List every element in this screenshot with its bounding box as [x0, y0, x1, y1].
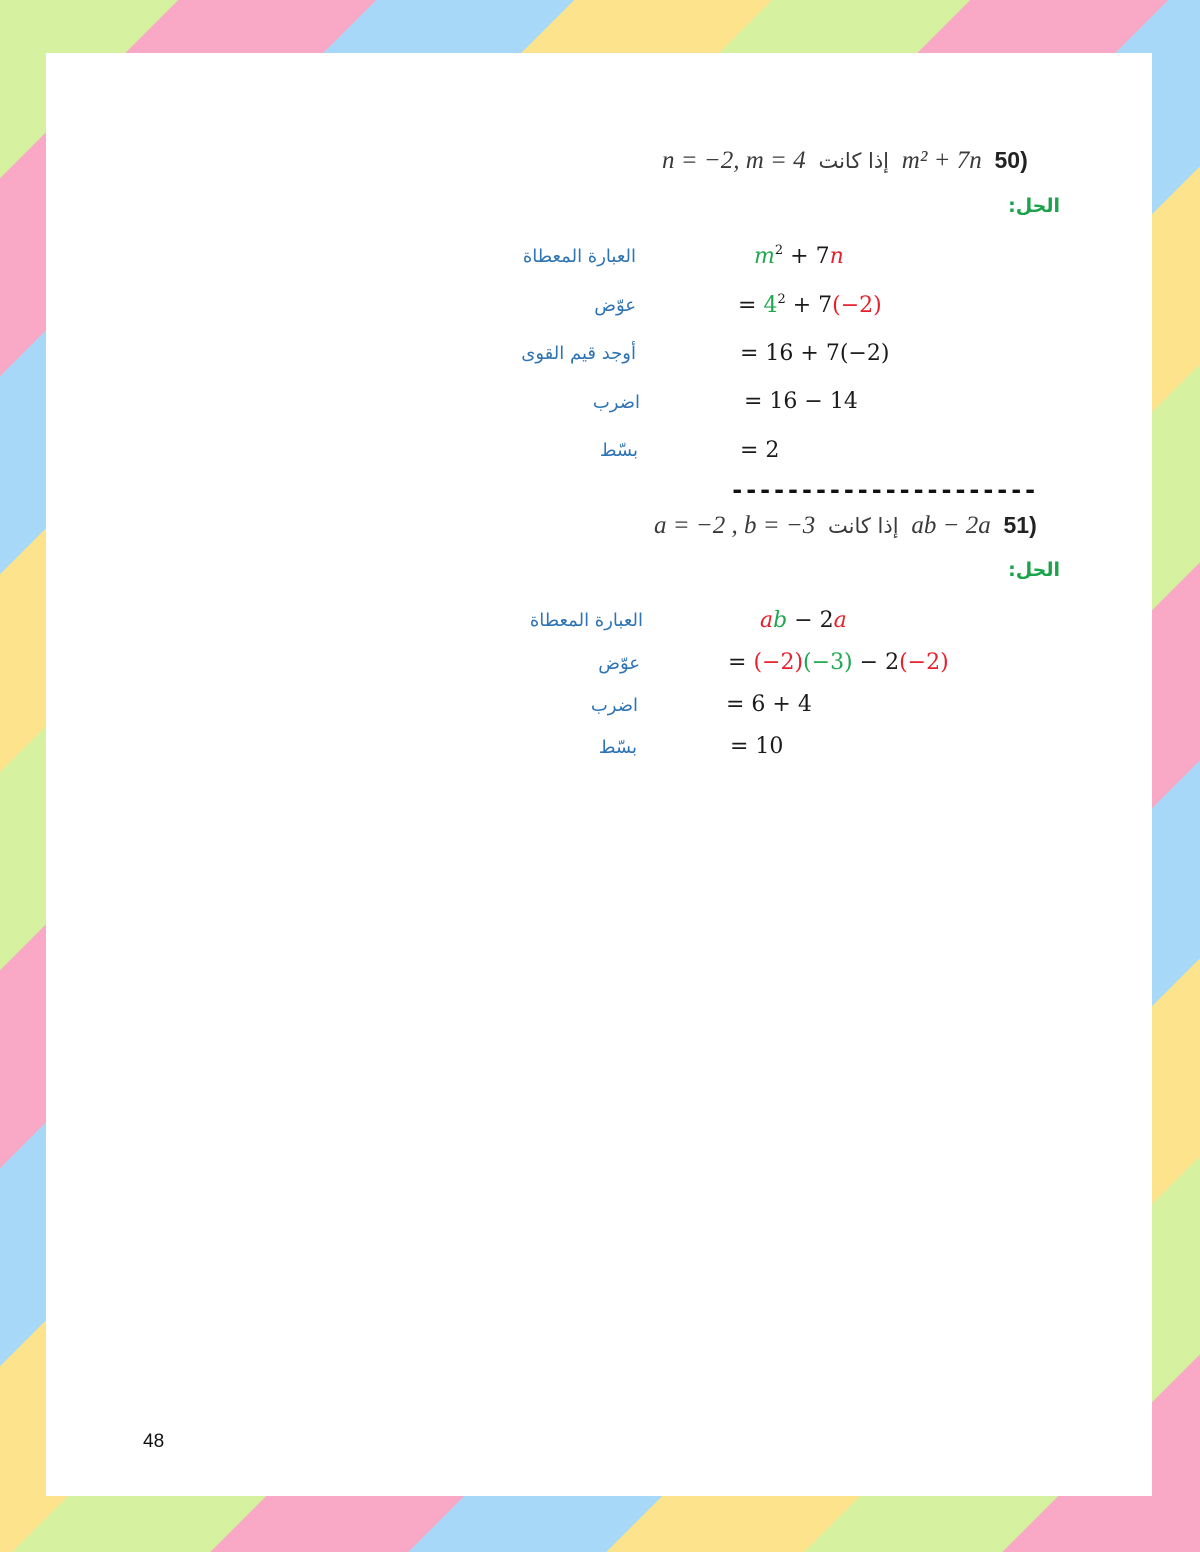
problem-50-statement [662, 147, 1028, 175]
problem-51-if-text: إذا كانت [828, 514, 899, 538]
var-b: b [773, 608, 788, 633]
problem-50-values: n = −2, m = 4 [662, 147, 806, 174]
step-expression-substitute [738, 293, 882, 318]
step-expression-given [760, 608, 847, 633]
step-expression-simplify: = 2 [740, 438, 780, 463]
step-label-substitute: عوّض [594, 295, 636, 316]
problem-51-expression: ab − 2a [911, 512, 991, 539]
step-label-evaluate-powers: أوجد قيم القوى [521, 343, 636, 364]
var-n: n [829, 244, 844, 269]
solution-heading-50: الحل: [1008, 195, 1060, 217]
op-minus-2: − 2 [852, 650, 900, 675]
step-expression-given [754, 244, 844, 269]
step-label-given-expression: العبارة المعطاة [529, 610, 643, 631]
value-m: 4 [763, 293, 778, 318]
step-label-substitute: عوّض [598, 653, 640, 674]
dashed-separator: ---------------------- [730, 476, 1037, 504]
problem-50-expression: m² + 7n [901, 147, 982, 174]
exponent: 2 [774, 243, 784, 258]
value-a: (−2) [753, 650, 804, 675]
step-expression-multiply: = 16 − 14 [744, 389, 858, 414]
op-minus-2: − 2 [787, 608, 834, 633]
step-expression-simplify: = 10 [730, 734, 784, 759]
equals-sign: = [738, 293, 764, 318]
op-plus-7: + 7 [783, 244, 830, 269]
step-label-given-expression: العبارة المعطاة [522, 246, 636, 267]
page-number: 48 [143, 1431, 165, 1452]
problem-51-number: 51) [1003, 512, 1037, 538]
step-label-simplify: بسّط [598, 737, 637, 758]
step-label-simplify: بسّط [599, 440, 638, 461]
problem-51-statement [654, 512, 1037, 540]
op-plus-7: + 7 [785, 293, 833, 318]
page-sheet [46, 53, 1152, 1496]
value-a: (−2) [899, 650, 949, 675]
step-expression-substitute [728, 650, 949, 675]
step-expression-multiply: = 6 + 4 [726, 692, 812, 717]
step-expression-evaluate-powers: = 16 + 7(−2) [740, 341, 890, 366]
solution-heading-51: الحل: [1008, 559, 1060, 581]
value-b: (−3) [803, 650, 853, 675]
equals-sign: = [728, 650, 754, 675]
step-label-multiply: اضرب [592, 392, 640, 413]
problem-51-values: a = −2 , b = −3 [654, 512, 816, 539]
step-label-multiply: اضرب [590, 695, 638, 716]
problem-50-if-text: إذا كانت [818, 149, 890, 173]
var-a: a [833, 608, 847, 633]
value-n: (−2) [832, 293, 882, 318]
var-a: a [760, 608, 774, 633]
var-m: m [754, 244, 775, 269]
problem-50-number: 50) [994, 147, 1028, 173]
exponent: 2 [777, 292, 786, 307]
